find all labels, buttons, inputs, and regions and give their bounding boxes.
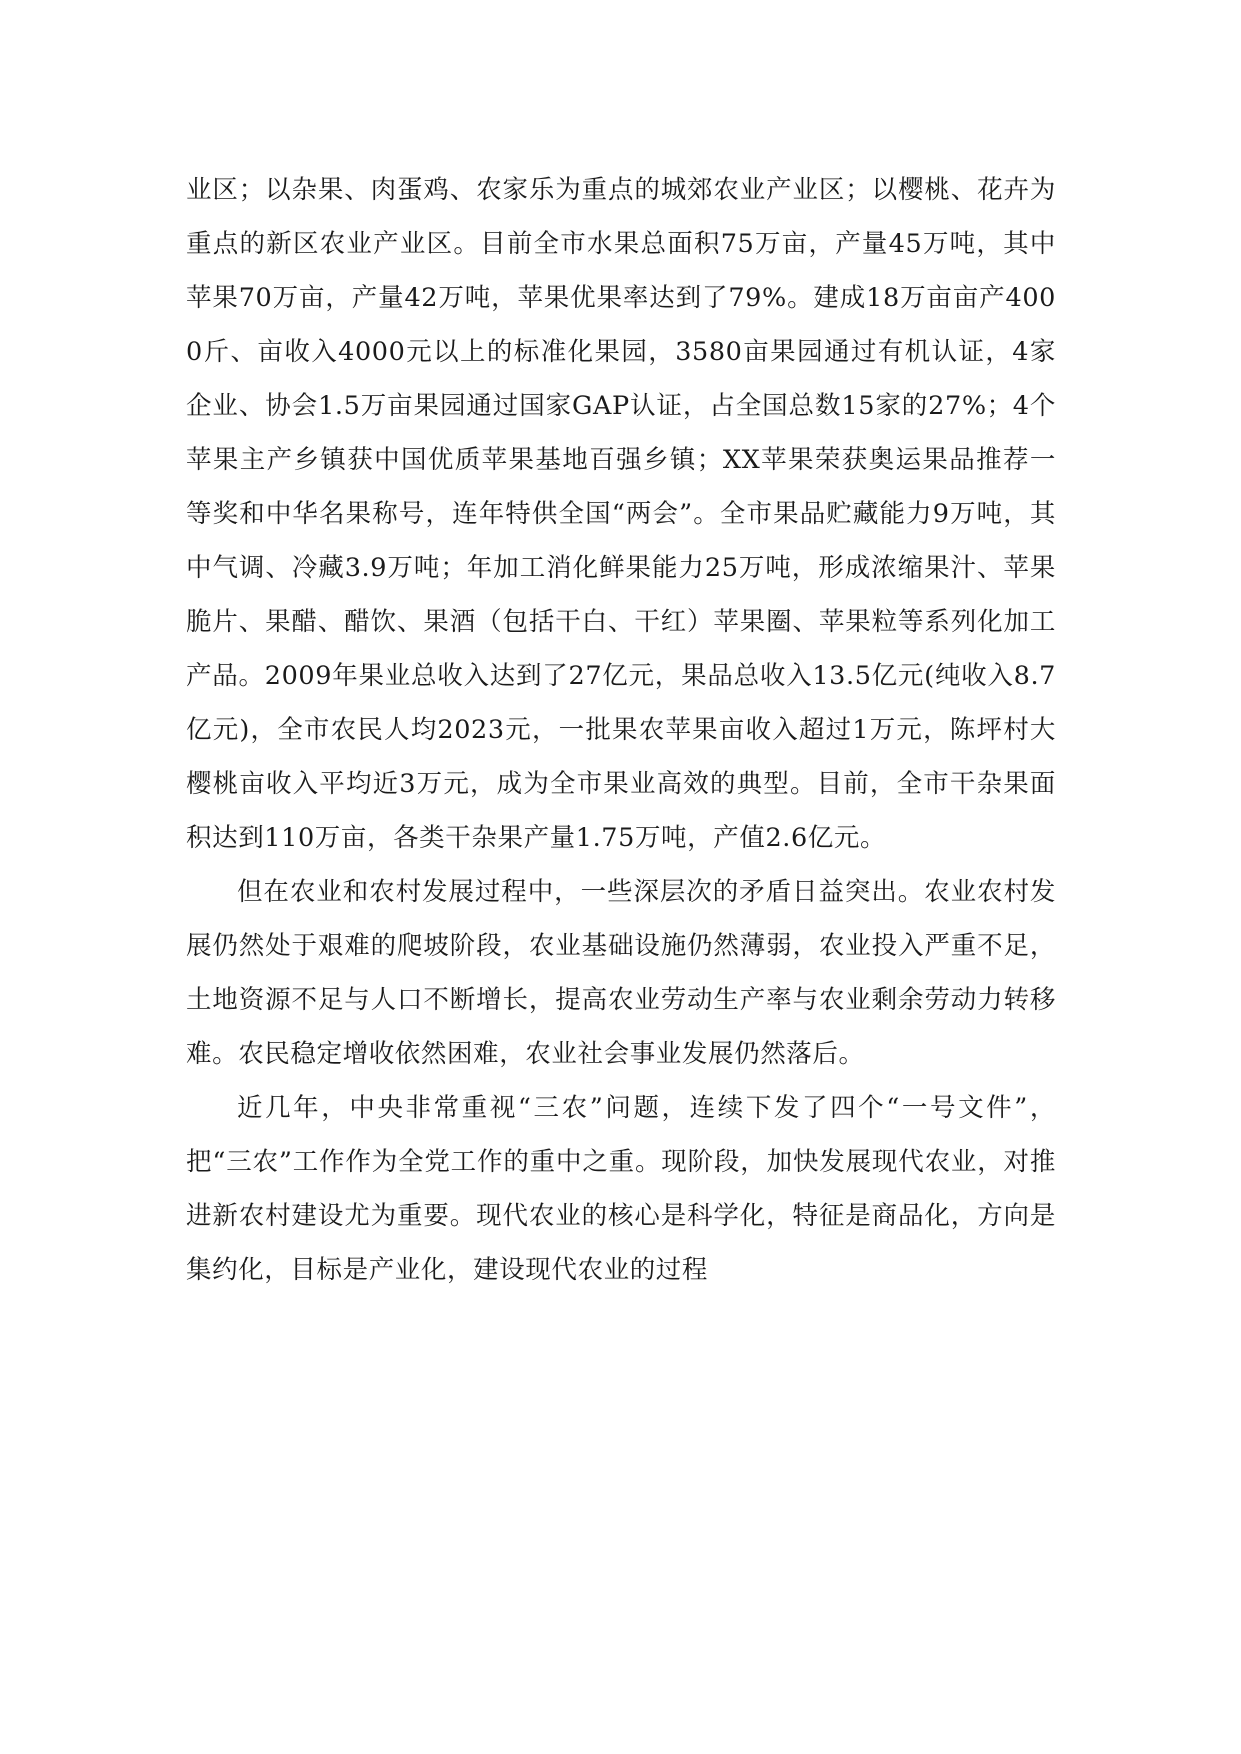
paragraph-3: 近几年，中央非常重视“三农”问题，连续下发了四个“一号文件”，把“三农”工作作为全党工作的重中之重。现阶段，加快发展现代农业，对推进新农村建设尤为重要。现代农业的核心是科学化，特征是商品化，方向是集约化，目标是产业化，建设现代农业的过程 [186, 1093, 1056, 1285]
paragraph-2: 但在农业和农村发展过程中，一些深层次的矛盾日益突出。农业农村发展仍然处于艰难的爬坡阶段，农业基础设施仍然薄弱，农业投入严重不足，土地资源不足与人口不断增长，提高农业劳动生产率与农业剩余劳动力转移难。农民稳定增收依然困难，农业社会事业发展仍然落后。 [186, 877, 1056, 1069]
paragraph-1: 业区；以杂果、肉蛋鸡、农家乐为重点的城郊农业产业区；以樱桃、花卉为重点的新区农业产业区。目前全市水果总面积75万亩，产量45万吨，其中苹果70万亩，产量42万吨，苹果优果率达到了79%。建成18万亩亩产4000斤、亩收入4000元以上的标准化果园，3580亩果园通过有机认证，4家企业、协会1.5万亩果园通过国家GAP认证，占全国总数15家的27%；4个苹果主产乡镇获中国优质苹果基地百强乡镇；XX苹果荣获奥运果品推荐一等奖和中华名果称号，连年特供全国“两会”。全市果品贮藏能力9万吨，其中气调、冷藏3.9万吨；年加工消化鲜果能力25万吨，形成浓缩果汁、苹果脆片、果醋、醋饮、果酒（包括干白、干红）苹果圈、苹果粒等系列化加工产品。2009年果业总收入达到了27亿元，果品总收入13.5亿元(纯收入8.7亿元)，全市农民人均2023元，一批果农苹果亩收入超过1万元，陈坪村大樱桃亩收入平均近3万元，成为全市果业高效的典型。目前，全市干杂果面积达到110万亩，各类干杂果产量1.75万吨，产值2.6亿元。 [186, 175, 1056, 853]
document-body [186, 163, 1056, 1297]
